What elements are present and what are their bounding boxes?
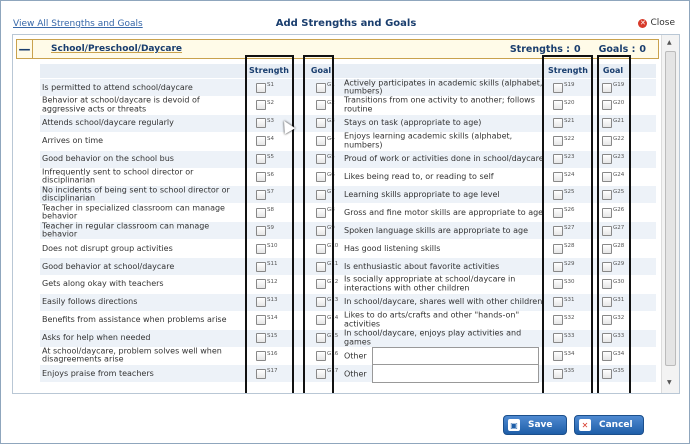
goal-left-code: G7	[327, 189, 335, 196]
goal-left-wrapper	[316, 190, 335, 200]
strength-left-wrapper	[256, 297, 278, 307]
right-item-label: Transitions from one activity to another; follows routine	[344, 95, 535, 114]
strength-right-wrapper	[553, 154, 575, 164]
strength-column-header-right: Strength	[548, 66, 588, 75]
goal-right-code: G25	[613, 189, 625, 196]
strength-left-checkbox[interactable]	[256, 136, 266, 146]
strength-right-checkbox[interactable]	[553, 226, 563, 236]
goal-left-wrapper	[316, 262, 338, 272]
goal-right-checkbox[interactable]	[602, 100, 612, 110]
left-item-label: Gets along okay with teachers	[42, 279, 164, 289]
goal-left-checkbox[interactable]	[316, 136, 326, 146]
goal-left-code: G11	[327, 261, 339, 267]
goal-left-checkbox[interactable]	[316, 226, 326, 236]
goal-right-wrapper	[602, 172, 624, 182]
left-item-label: Arrives on time	[42, 135, 104, 145]
strength-right-checkbox[interactable]	[553, 208, 563, 218]
strengths-goals-grid	[40, 64, 656, 394]
other-label: Other	[344, 369, 367, 379]
goal-left-code: G10	[327, 243, 339, 250]
right-item-label: Has good listening skills	[344, 243, 441, 253]
strength-right-code: S30	[564, 278, 575, 285]
goal-right-code: G19	[613, 82, 625, 88]
goal-right-code: G27	[613, 225, 625, 232]
goal-left-code: G5	[327, 153, 335, 160]
goal-right-checkbox[interactable]	[602, 333, 612, 343]
table-row	[40, 115, 656, 132]
strength-right-wrapper	[553, 262, 575, 272]
goal-right-wrapper	[602, 315, 624, 325]
strength-right-code: S25	[564, 189, 575, 196]
strength-right-checkbox[interactable]	[553, 369, 563, 379]
goal-right-wrapper	[602, 226, 624, 236]
left-item-label: Enjoys praise from teachers	[42, 368, 154, 378]
left-item-label: Infrequently sent to school director or disciplinarian	[42, 167, 194, 185]
goal-column-header-right: Goal	[602, 66, 624, 75]
right-item-label: Proud of work or activities done in school/daycare	[344, 153, 544, 163]
goal-right-code: G23	[613, 153, 625, 160]
goal-left-wrapper	[316, 369, 338, 379]
strengths-count-label: Strengths :	[509, 43, 570, 55]
strength-left-checkbox[interactable]	[256, 190, 266, 200]
table-row	[40, 151, 656, 168]
goal-left-checkbox[interactable]	[316, 315, 326, 325]
goal-left-wrapper	[316, 83, 335, 93]
right-item-label: Spoken language skills are appropriate to age	[344, 225, 529, 235]
goal-right-wrapper	[602, 83, 624, 93]
strength-left-code: S7	[267, 189, 274, 196]
table-row	[40, 348, 656, 365]
goal-left-checkbox[interactable]	[316, 100, 326, 110]
strength-right-wrapper	[553, 315, 575, 325]
goal-right-code: G22	[613, 135, 625, 142]
goal-right-code: G20	[613, 99, 625, 106]
strength-left-wrapper	[256, 190, 274, 200]
strength-left-wrapper	[256, 244, 278, 254]
strength-right-checkbox[interactable]	[553, 333, 563, 343]
goal-right-wrapper	[602, 262, 624, 272]
right-item-label: Enjoys learning academic skills (alphabet, numbers)	[344, 131, 513, 150]
goal-left-code: G4	[327, 135, 335, 142]
strength-right-code: S23	[564, 153, 575, 160]
table-row	[40, 133, 656, 150]
goal-right-wrapper	[602, 136, 624, 146]
left-item-label: Behavior at school/daycare is devoid of aggressive acts or threats	[42, 95, 200, 114]
left-item-label: Does not disrupt group activities	[42, 243, 173, 253]
strength-left-checkbox[interactable]	[256, 315, 266, 325]
strength-left-wrapper	[256, 351, 278, 361]
dialog-title: Add Strengths and Goals	[275, 18, 417, 29]
goal-right-code: G32	[613, 314, 625, 321]
goals-count-value: 0	[639, 43, 646, 55]
goal-left-checkbox[interactable]	[316, 172, 326, 182]
strength-right-code: S26	[564, 207, 575, 214]
goal-left-checkbox[interactable]	[316, 190, 326, 200]
save-button[interactable]	[503, 415, 567, 435]
strength-left-code: S6	[267, 171, 274, 178]
strength-right-checkbox[interactable]	[553, 154, 563, 164]
section-frame	[12, 34, 680, 394]
table-row	[40, 186, 656, 203]
strength-left-checkbox[interactable]	[256, 244, 266, 254]
goal-left-code: G13	[327, 296, 339, 303]
right-item-label: Gross and fine motor skills are appropriate to age	[344, 207, 544, 217]
strength-left-checkbox[interactable]	[256, 369, 266, 379]
strength-left-code: S14	[267, 314, 278, 321]
goal-left-code: G17	[327, 368, 339, 375]
strength-right-wrapper	[553, 100, 575, 110]
right-item-label: Actively participates in academic skills (alphabet, numbers)	[344, 78, 543, 96]
table-row	[40, 79, 656, 96]
goal-left-code: G16	[327, 350, 339, 357]
cancel-x-icon: ✕	[579, 419, 591, 431]
strength-left-wrapper	[256, 136, 274, 146]
left-item-label: Good behavior on the school bus	[42, 153, 174, 163]
goal-right-checkbox[interactable]	[602, 208, 612, 218]
goal-right-checkbox[interactable]	[602, 226, 612, 236]
table-row	[40, 258, 656, 275]
strength-left-code: S5	[267, 153, 274, 160]
goal-right-wrapper	[602, 369, 624, 379]
goal-left-wrapper	[316, 297, 338, 307]
strength-right-code: S33	[564, 332, 575, 339]
goal-right-code: G33	[613, 332, 625, 339]
goal-left-checkbox[interactable]	[316, 369, 326, 379]
right-item-label: In school/daycare, enjoys play activities and games	[344, 328, 522, 347]
table-row	[40, 276, 656, 293]
strength-left-code: S17	[267, 368, 278, 375]
strength-right-checkbox[interactable]	[553, 83, 563, 93]
scroll-up-arrow-icon[interactable]: ▲	[667, 39, 672, 46]
table-row	[40, 294, 656, 311]
goal-left-wrapper	[316, 118, 335, 128]
strength-right-code: S21	[564, 117, 575, 124]
strength-left-wrapper	[256, 333, 278, 343]
goal-right-checkbox[interactable]	[602, 83, 612, 93]
table-row	[40, 169, 656, 186]
scroll-down-arrow-icon[interactable]: ▼	[667, 379, 672, 386]
section-header	[16, 39, 659, 59]
strength-right-code: S24	[564, 171, 575, 178]
table-row	[40, 365, 656, 382]
floppy-disk-icon: ▣	[508, 419, 520, 431]
strength-right-code: S28	[564, 243, 575, 250]
strength-right-wrapper	[553, 118, 575, 128]
strength-right-wrapper	[553, 190, 575, 200]
left-item-label: Is permitted to attend school/daycare	[42, 82, 193, 92]
goal-right-code: G26	[613, 207, 625, 214]
goal-right-code: G28	[613, 243, 625, 250]
left-item-label: Asks for help when needed	[42, 332, 151, 342]
right-item-label: Learning skills appropriate to age level	[344, 189, 500, 199]
goal-left-checkbox[interactable]	[316, 279, 326, 289]
right-item-label: Likes being read to, or reading to self	[344, 171, 494, 181]
strength-right-wrapper	[553, 136, 575, 146]
strength-right-checkbox[interactable]	[553, 136, 563, 146]
close-label: Close	[650, 18, 675, 28]
strength-right-wrapper	[553, 351, 575, 361]
strength-right-checkbox[interactable]	[553, 244, 563, 254]
goal-left-checkbox[interactable]	[316, 208, 326, 218]
goal-left-code: G15	[327, 332, 339, 339]
goal-right-checkbox[interactable]	[602, 297, 612, 307]
strength-right-wrapper	[553, 244, 575, 254]
section-title[interactable]: School/Preschool/Daycare	[51, 44, 183, 54]
goal-left-checkbox[interactable]	[316, 244, 326, 254]
goal-right-wrapper	[602, 100, 624, 110]
goal-right-checkbox[interactable]	[602, 172, 612, 182]
strength-left-wrapper	[256, 118, 274, 128]
goal-right-code: G31	[613, 296, 625, 303]
goal-left-wrapper	[316, 351, 338, 361]
goal-right-code: G30	[613, 278, 625, 285]
strength-left-code: S3	[267, 117, 274, 124]
collapse-section-button[interactable]: —	[17, 40, 33, 58]
goal-left-checkbox[interactable]	[316, 333, 326, 343]
strength-right-wrapper	[553, 83, 575, 93]
goal-right-checkbox[interactable]	[602, 279, 612, 289]
close-icon: ✕	[640, 18, 646, 27]
goal-right-wrapper	[602, 244, 624, 254]
strength-left-checkbox[interactable]	[256, 297, 266, 307]
strength-left-checkbox[interactable]	[256, 100, 266, 110]
strength-left-code: S1	[267, 82, 274, 88]
goal-right-checkbox[interactable]	[602, 136, 612, 146]
goal-left-checkbox[interactable]	[316, 118, 326, 128]
strength-left-checkbox[interactable]	[256, 226, 266, 236]
left-item-label: Easily follows directions	[42, 297, 138, 307]
table-row	[40, 97, 656, 114]
strength-left-wrapper	[256, 279, 278, 289]
strength-left-wrapper	[256, 315, 278, 325]
strength-right-wrapper	[553, 208, 575, 218]
goal-left-code: G3	[327, 117, 335, 124]
goal-left-wrapper	[316, 333, 338, 343]
table-row	[40, 312, 656, 329]
strength-right-code: S34	[564, 350, 575, 357]
cancel-button[interactable]	[574, 415, 644, 435]
goal-right-code: G35	[613, 368, 625, 375]
grid-header	[40, 64, 656, 78]
left-item-label: Benefits from assistance when problems arise	[42, 314, 227, 324]
strength-right-code: S31	[564, 296, 575, 303]
table-row	[40, 222, 656, 239]
strength-left-wrapper	[256, 100, 274, 110]
strength-right-checkbox[interactable]	[553, 262, 563, 272]
strength-right-wrapper	[553, 279, 575, 289]
vertical-scrollbar[interactable]	[661, 35, 679, 393]
left-item-label: No incidents of being sent to school director or disciplinarian	[42, 185, 230, 203]
goal-right-checkbox[interactable]	[602, 315, 612, 325]
left-item-label: Good behavior at school/daycare	[42, 261, 175, 271]
strength-left-code: S8	[267, 207, 274, 214]
strength-right-wrapper	[553, 333, 575, 343]
goal-right-wrapper	[602, 190, 624, 200]
strength-column-header-left: Strength	[249, 66, 289, 75]
strength-left-checkbox[interactable]	[256, 83, 266, 93]
goal-left-wrapper	[316, 279, 338, 289]
strength-left-wrapper	[256, 83, 274, 93]
goal-left-checkbox[interactable]	[316, 297, 326, 307]
goals-count-label: Goals :	[598, 43, 636, 55]
strength-left-code: S12	[267, 278, 278, 285]
strength-right-wrapper	[553, 226, 575, 236]
strength-left-checkbox[interactable]	[256, 279, 266, 289]
strength-right-code: S29	[564, 261, 575, 267]
left-item-label: Attends school/daycare regularly	[42, 118, 174, 128]
right-item-label: In school/daycare, shares well with other children	[344, 297, 543, 307]
strength-left-wrapper	[256, 172, 274, 182]
strength-left-code: S16	[267, 350, 278, 357]
goal-right-wrapper	[602, 154, 624, 164]
goal-left-checkbox[interactable]	[316, 154, 326, 164]
table-row	[40, 330, 656, 347]
goal-left-wrapper	[316, 226, 335, 236]
goal-left-wrapper	[316, 244, 338, 254]
strength-right-code: S27	[564, 225, 575, 232]
goal-right-code: G34	[613, 350, 625, 357]
other-text-input[interactable]	[372, 364, 539, 383]
other-text-input[interactable]	[372, 347, 539, 366]
strength-left-checkbox[interactable]	[256, 154, 266, 164]
goal-left-checkbox[interactable]	[316, 262, 326, 272]
left-item-label: Teacher in specialized classroom can manage behavior	[42, 203, 225, 221]
strength-left-wrapper	[256, 226, 274, 236]
goal-right-wrapper	[602, 333, 624, 343]
strength-left-checkbox[interactable]	[256, 333, 266, 343]
strength-right-checkbox[interactable]	[553, 279, 563, 289]
strength-right-code: S32	[564, 314, 575, 321]
section-counts	[510, 44, 646, 55]
strength-right-checkbox[interactable]	[553, 190, 563, 200]
goal-left-code: G8	[327, 207, 335, 214]
strength-right-code: S20	[564, 99, 575, 106]
goal-right-checkbox[interactable]	[602, 262, 612, 272]
scroll-thumb[interactable]	[665, 51, 676, 366]
goal-right-checkbox[interactable]	[602, 154, 612, 164]
strength-left-checkbox[interactable]	[256, 351, 266, 361]
strength-right-checkbox[interactable]	[553, 351, 563, 361]
table-row	[40, 204, 656, 221]
right-item-label: Stays on task (appropriate to age)	[344, 118, 482, 128]
strength-left-checkbox[interactable]	[256, 118, 266, 128]
goal-left-code: G6	[327, 171, 335, 178]
goal-left-checkbox[interactable]	[316, 83, 326, 93]
right-item-label: Likes to do arts/crafts and other "hands-on" activities	[344, 310, 520, 329]
goal-right-checkbox[interactable]	[602, 244, 612, 254]
goal-left-wrapper	[316, 172, 335, 182]
goal-right-code: G24	[613, 171, 625, 178]
goal-right-wrapper	[602, 279, 624, 289]
strength-right-checkbox[interactable]	[553, 100, 563, 110]
goal-right-wrapper	[602, 208, 624, 218]
left-item-label: At school/daycare, problem solves well when disagreements arise	[42, 346, 222, 364]
strength-left-checkbox[interactable]	[256, 172, 266, 182]
strength-left-wrapper	[256, 369, 278, 379]
goal-right-wrapper	[602, 118, 624, 128]
right-item-label: Is socially appropriate at school/daycare in interactions with other children	[344, 274, 516, 293]
goal-column-header-left: Goal	[310, 66, 332, 75]
other-label: Other	[344, 351, 367, 361]
goal-right-wrapper	[602, 297, 624, 307]
strength-left-checkbox[interactable]	[256, 262, 266, 272]
goal-left-code: G9	[327, 225, 335, 232]
strength-left-code: S11	[267, 261, 278, 267]
strength-right-code: S19	[564, 82, 575, 88]
close-button[interactable]	[638, 18, 675, 28]
strength-left-code: S9	[267, 225, 274, 232]
goal-left-checkbox[interactable]	[316, 351, 326, 361]
goal-right-checkbox[interactable]	[602, 351, 612, 361]
strength-left-wrapper	[256, 154, 274, 164]
goal-left-code: G2	[327, 99, 335, 106]
table-row	[40, 240, 656, 257]
save-label: Save	[528, 420, 553, 430]
strength-left-code: S15	[267, 332, 278, 339]
goal-left-code: G1	[327, 82, 335, 88]
goal-left-wrapper	[316, 154, 335, 164]
strength-left-code: S10	[267, 243, 278, 250]
goal-left-wrapper	[316, 315, 338, 325]
goal-left-wrapper	[316, 208, 335, 218]
goal-left-wrapper	[316, 100, 335, 110]
goal-left-code: G12	[327, 278, 339, 285]
strength-right-checkbox[interactable]	[553, 172, 563, 182]
goal-right-code: G21	[613, 117, 625, 124]
goal-right-wrapper	[602, 351, 624, 361]
strength-right-wrapper	[553, 369, 575, 379]
goal-left-wrapper	[316, 136, 335, 146]
strength-left-checkbox[interactable]	[256, 208, 266, 218]
strength-left-code: S4	[267, 135, 274, 142]
strength-right-checkbox[interactable]	[553, 118, 563, 128]
strength-left-code: S2	[267, 99, 274, 106]
left-item-label: Teacher in regular classroom can manage behavior	[42, 221, 210, 239]
goal-right-code: G29	[613, 261, 625, 267]
strength-left-code: S13	[267, 296, 278, 303]
cancel-label: Cancel	[599, 420, 633, 430]
goal-right-checkbox[interactable]	[602, 190, 612, 200]
strength-right-checkbox[interactable]	[553, 315, 563, 325]
strength-right-wrapper	[553, 172, 575, 182]
strength-left-wrapper	[256, 208, 274, 218]
strength-right-code: S22	[564, 135, 575, 142]
view-all-strengths-goals-link[interactable]: View All Strengths and Goals	[13, 19, 143, 29]
strength-right-checkbox[interactable]	[553, 297, 563, 307]
goal-right-checkbox[interactable]	[602, 369, 612, 379]
strengths-count-value: 0	[573, 43, 581, 55]
strength-right-code: S35	[564, 368, 575, 375]
strength-right-wrapper	[553, 297, 575, 307]
strength-left-wrapper	[256, 262, 278, 272]
goal-left-code: G14	[327, 314, 339, 321]
right-item-label: Is enthusiastic about favorite activities	[344, 261, 500, 271]
goal-right-checkbox[interactable]	[602, 118, 612, 128]
